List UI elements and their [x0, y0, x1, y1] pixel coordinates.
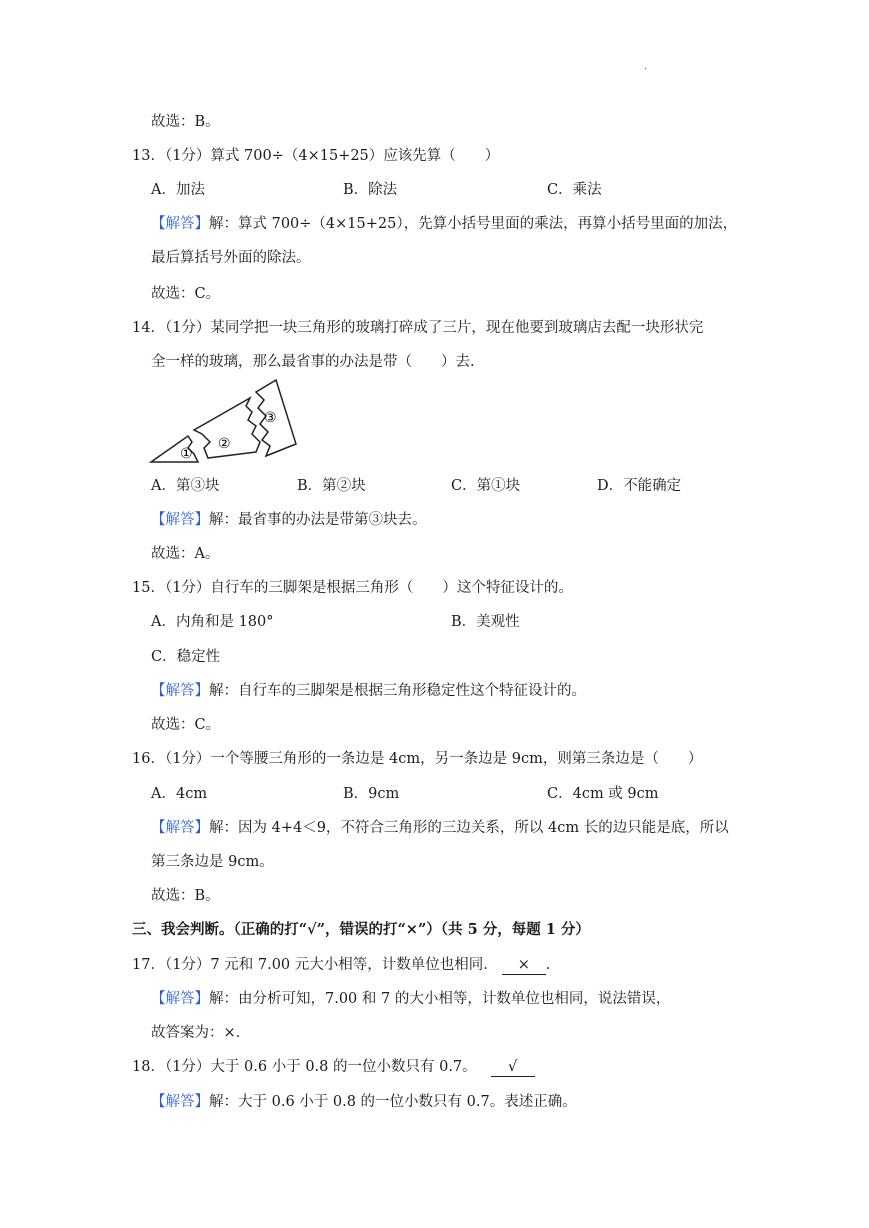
q16-stem: 16．（1分）一个等腰三角形的一条边是 4cm，另一条边是 9cm，则第三条边是（ ）	[132, 751, 703, 767]
q17-analysis	[151, 989, 670, 1009]
q18-stem	[132, 1057, 535, 1077]
q17-answer-blank: ×	[502, 957, 546, 975]
q14-option-a: A．第③块	[151, 478, 220, 494]
q13-option-a: A．加法	[151, 182, 205, 198]
q18-answer-blank: √	[491, 1059, 535, 1077]
q14-option-d: D．不能确定	[597, 478, 682, 494]
q16-answer: 故选：B。	[151, 888, 220, 904]
q15-analysis	[151, 681, 586, 701]
q14-stem-1: 14．（1分）某同学把一块三角形的玻璃打碎成了三片，现在他要到玻璃店去配一块形状完	[132, 320, 704, 336]
q16-option-b: B．9cm	[343, 786, 400, 802]
q15-answer: 故选：C。	[151, 717, 221, 733]
q16-analysis-text-1: 解：因为 4+4＜9，不符合三角形的三边关系，所以 4cm 长的边只能是底，所以	[209, 820, 729, 836]
answer-tag: 【解答】	[151, 991, 209, 1007]
glass-label-2: ②	[218, 436, 231, 452]
q14-analysis	[151, 510, 427, 530]
q15-option-a: A．内角和是 180°	[151, 614, 274, 630]
q13-answer: 故选：C。	[151, 286, 221, 302]
q14-answer: 故选：A。	[151, 546, 220, 562]
q15-option-c: C．稳定性	[151, 649, 221, 665]
q17-analysis-text-1: 解：由分析可知，7.00 和 7 的大小相等，计数单位也相同，说法错误，	[209, 991, 671, 1007]
section-3-heading: 三、我会判断。（正确的打“√”，错误的打“×”）（共 5 分，每题 1 分）	[132, 921, 590, 938]
q17-stem-end: ．	[545, 957, 561, 973]
answer-tag: 【解答】	[151, 820, 209, 836]
q13-analysis-text-1: 解：算式 700÷（4×15+25），先算小括号里面的乘法，再算小括号里面的加法，	[209, 216, 738, 232]
q18-analysis	[151, 1092, 577, 1112]
glass-label-1: ①	[180, 446, 193, 462]
q14-analysis-text-1: 解：最省事的办法是带第③块去。	[209, 512, 427, 528]
q17-stem-text: 17．（1分）7 元和 7.00 元大小相等，计数单位也相同．	[132, 957, 498, 973]
q13-analysis-text-2: 最后算括号外面的除法。	[151, 250, 311, 266]
q13-option-c: C．乘法	[547, 182, 602, 198]
q15-stem: 15．（1分）自行车的三脚架是根据三角形（ ）这个特征设计的。	[132, 580, 573, 596]
q15-analysis-text-1: 解：自行车的三脚架是根据三角形稳定性这个特征设计的。	[209, 683, 586, 699]
answer-tag: 【解答】	[151, 683, 209, 699]
q16-option-c: C．4cm 或 9cm	[547, 786, 659, 802]
q16-analysis-text-2: 第三条边是 9cm。	[151, 854, 274, 870]
q16-option-a: A．4cm	[151, 786, 208, 802]
q16-analysis	[151, 818, 729, 838]
q13-stem: 13．（1分）算式 700÷（4×15+25）应该先算（ ）	[132, 148, 500, 164]
q18-analysis-text-1: 解：大于 0.6 小于 0.8 的一位小数只有 0.7。表述正确。	[209, 1094, 577, 1110]
q14-option-b: B．第②块	[297, 478, 366, 494]
broken-glass-figure	[148, 376, 298, 466]
q14-option-c: C．第①块	[451, 478, 521, 494]
q13-analysis	[151, 214, 737, 234]
answer-tag: 【解答】	[151, 216, 209, 232]
q15-option-b: B．美观性	[451, 614, 520, 630]
answer-tag: 【解答】	[151, 512, 209, 528]
q13-option-b: B．除法	[343, 182, 398, 198]
glass-label-3: ③	[264, 410, 277, 426]
q14-stem-2: 全一样的玻璃，那么最省事的办法是带（ ）去.	[151, 354, 475, 370]
q17-answer: 故答案为：×．	[151, 1025, 251, 1041]
q17-stem	[132, 955, 560, 975]
answer-tag: 【解答】	[151, 1094, 209, 1110]
q18-stem-text: 18．（1分）大于 0.6 小于 0.8 的一位小数只有 0.7。	[132, 1059, 477, 1075]
page-mark: ·	[644, 64, 648, 75]
q12-answer: 故选：B。	[151, 114, 220, 130]
